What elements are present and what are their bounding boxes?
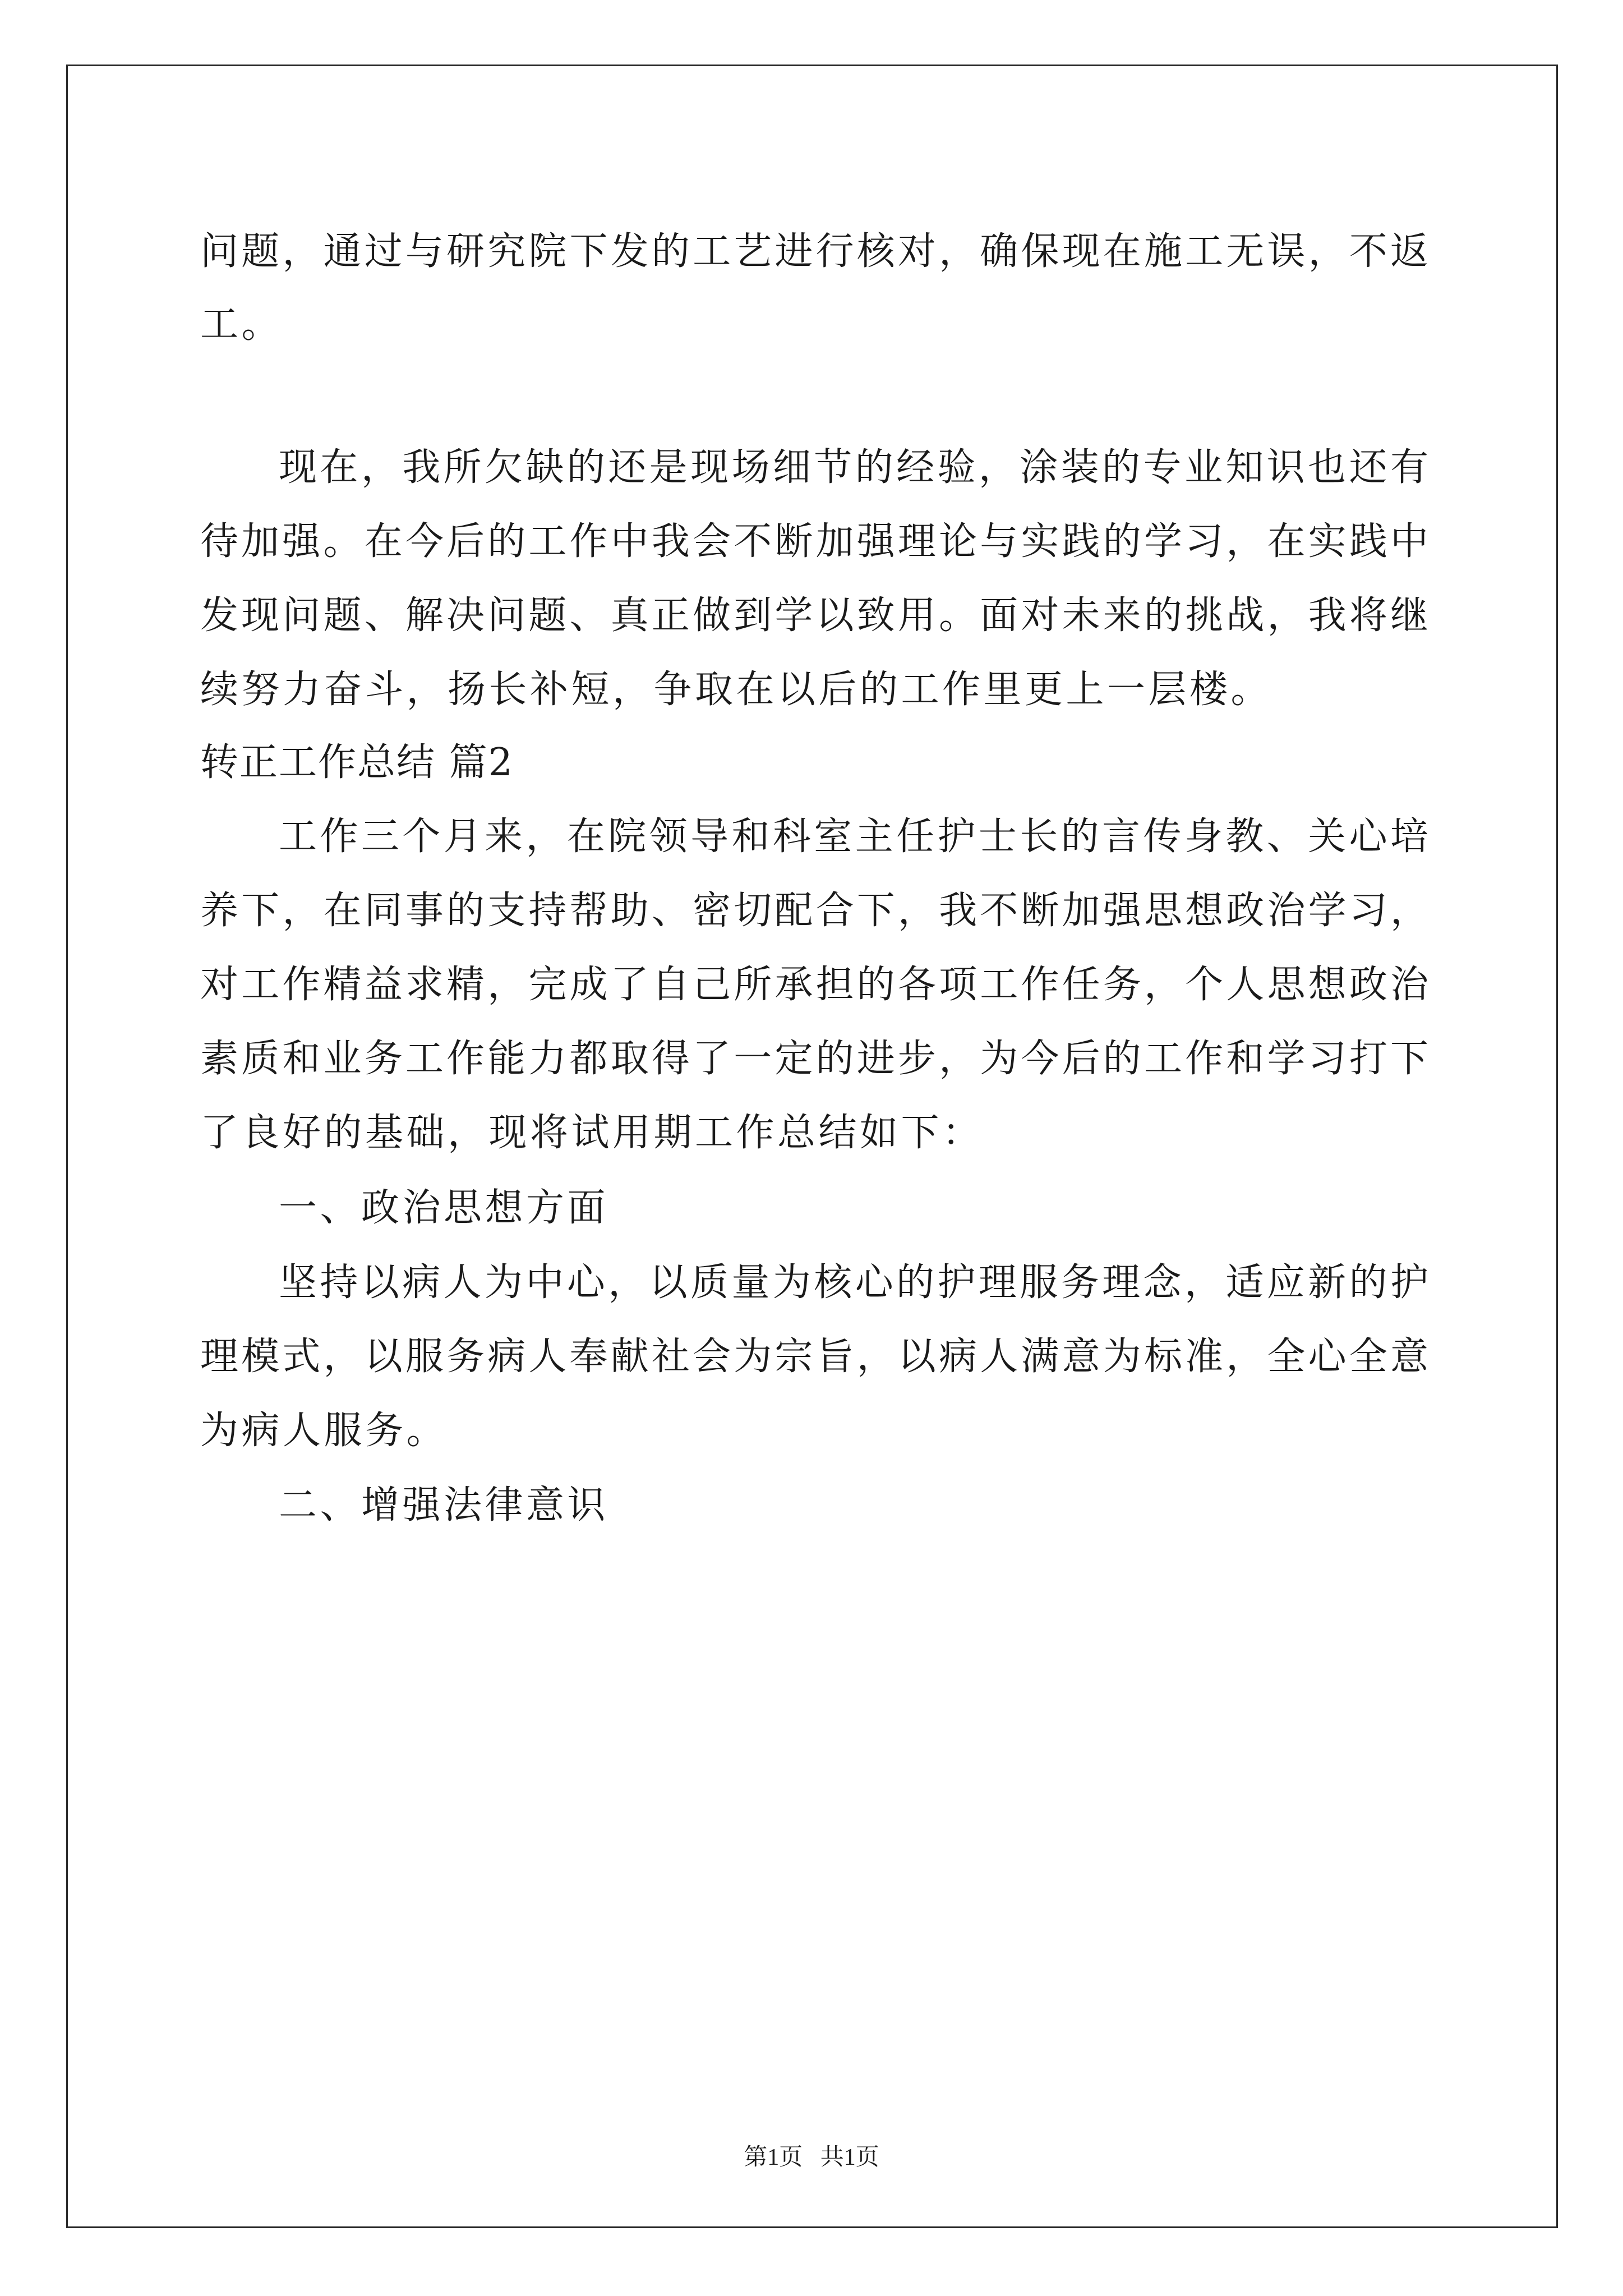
paragraph-line: 问题，通过与研究院下发的工艺进行核对，确保现在施工无误，不返 <box>200 229 1428 274</box>
section-heading: 转正工作总结 篇2 <box>200 740 514 785</box>
page-footer <box>0 2146 1623 2169</box>
paragraph-line: 发现问题、解决问题、真正做到学以致用。面对未来的挑战，我将继 <box>200 593 1428 638</box>
paragraph-line: 现在，我所欠缺的还是现场细节的经验，涂装的专业知识也还有 <box>279 445 1428 490</box>
paragraph-line: 待加强。在今后的工作中我会不断加强理论与实践的学习，在实践中 <box>200 519 1428 564</box>
paragraph-line: 坚持以病人为中心，以质量为核心的护理服务理念，适应新的护 <box>279 1260 1428 1305</box>
paragraph-line: 对工作精益求精，完成了自己所承担的各项工作任务，个人思想政治 <box>200 963 1428 1007</box>
subheading: 二、增强法律意识 <box>279 1483 609 1527</box>
paragraph-line: 养下，在同事的支持帮助、密切配合下，我不断加强思想政治学习， <box>200 889 1428 933</box>
paragraph-line: 工作三个月来，在院领导和科室主任护士长的言传身教、关心培 <box>279 815 1428 859</box>
paragraph-line: 工。 <box>200 302 283 347</box>
paragraph-line: 为病人服务。 <box>200 1409 448 1453</box>
subheading: 一、政治思想方面 <box>279 1186 609 1230</box>
paragraph-line: 素质和业务工作能力都取得了一定的进步，为今后的工作和学习打下 <box>200 1037 1428 1081</box>
page-number: 第1页 共1页 <box>744 2145 879 2170</box>
paragraph-line: 续努力奋斗，扬长补短，争取在以后的工作里更上一层楼。 <box>200 668 1272 712</box>
paragraph-line: 了良好的基础，现将试用期工作总结如下： <box>200 1111 984 1155</box>
paragraph-line: 理模式，以服务病人奉献社会为宗旨，以病人满意为标准，全心全意 <box>200 1335 1428 1379</box>
